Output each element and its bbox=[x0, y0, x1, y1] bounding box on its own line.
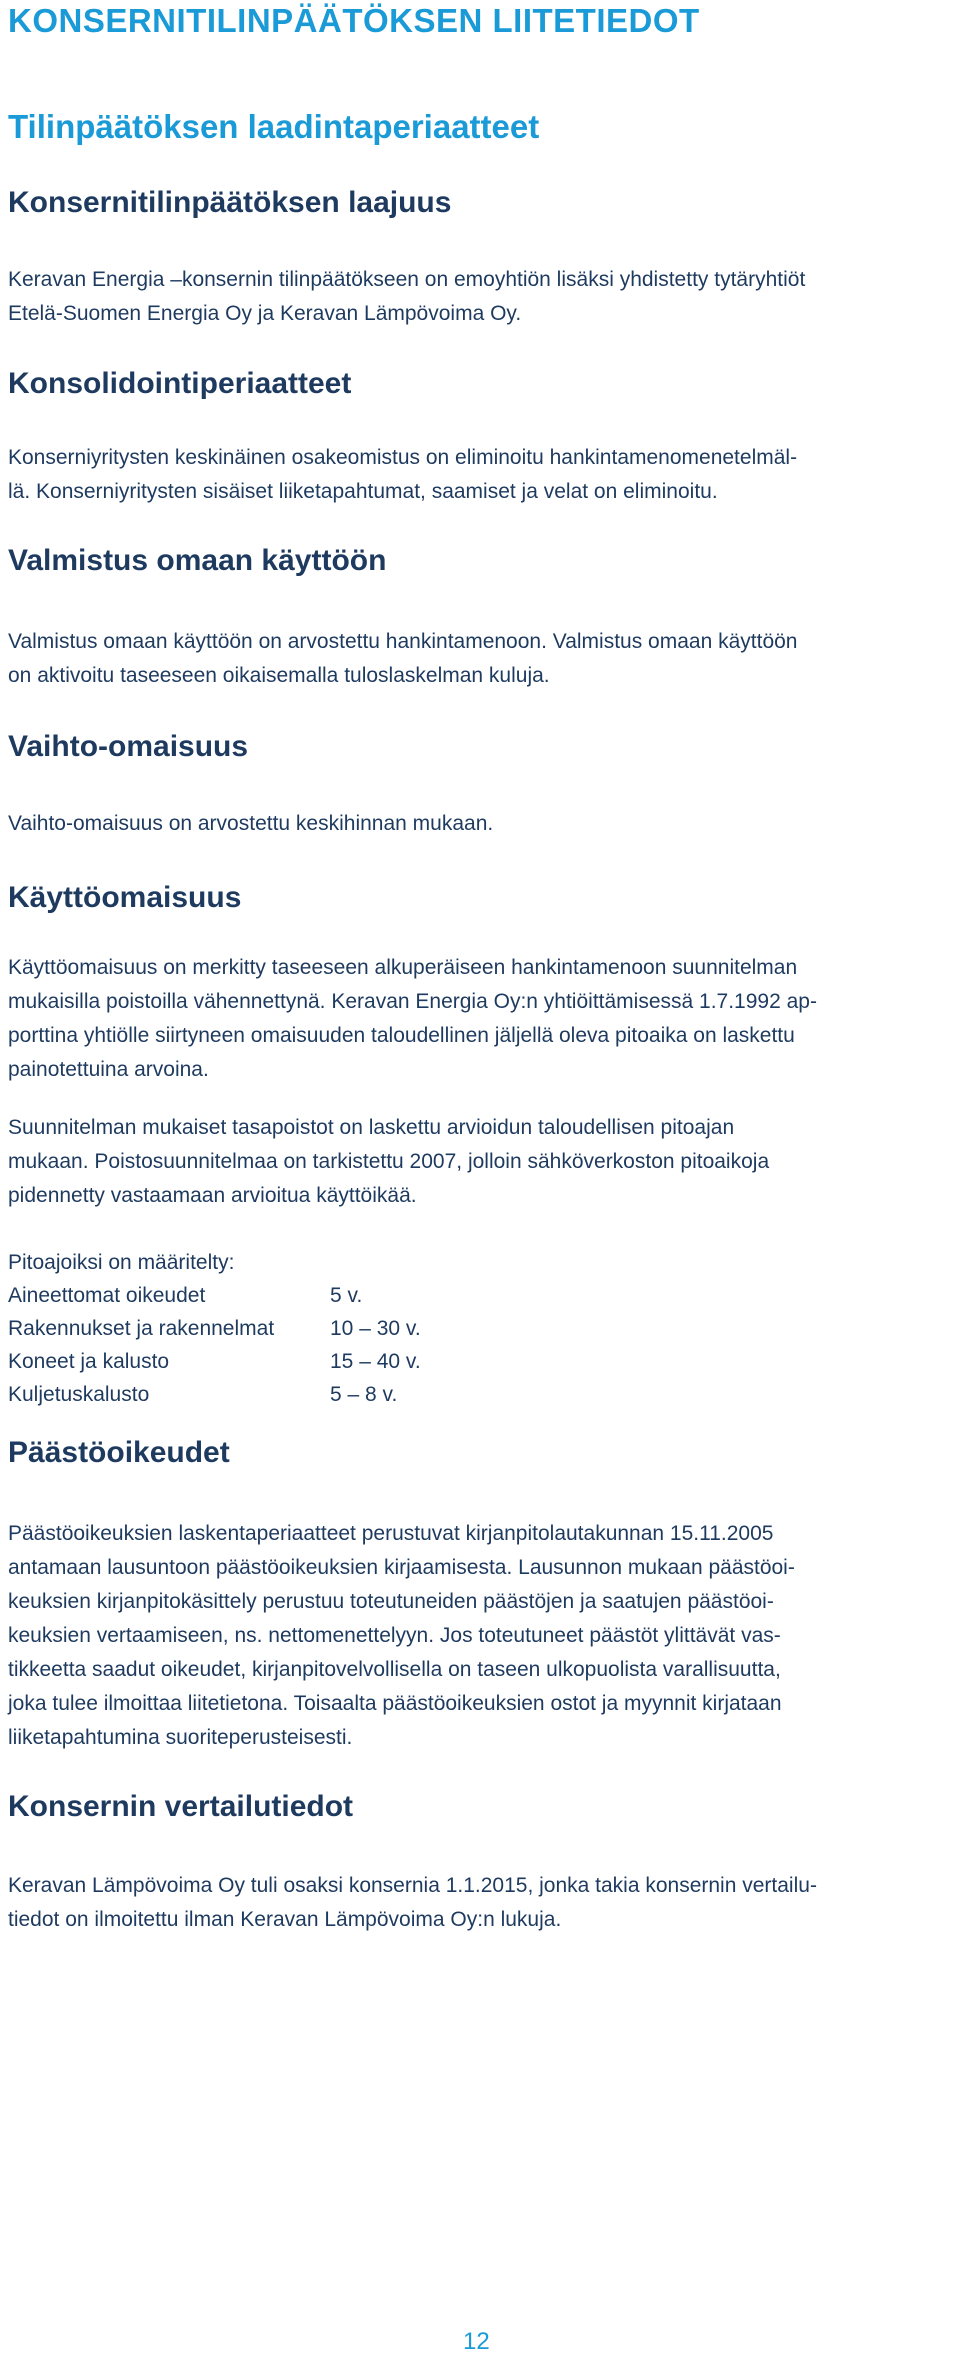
life-label: Rakennukset ja rakennelmat bbox=[8, 1317, 275, 1340]
page-number: 12 bbox=[463, 2328, 490, 2355]
life-value: 5 – 8 v. bbox=[330, 1383, 398, 1406]
table-row bbox=[8, 1345, 421, 1378]
table-row bbox=[8, 1378, 421, 1411]
document-title: KONSERNITILINPÄÄTÖKSEN LIITETIEDOT bbox=[8, 2, 700, 39]
text-line: Käyttöomaisuus on merkitty taseeseen alkuperäiseen hankintamenoon suunnitelman bbox=[8, 956, 798, 979]
section-text-konsolidointi bbox=[8, 441, 953, 509]
text-line: Suunnitelman mukaiset tasapoistot on laskettu arvioidun taloudellisen pitoajan bbox=[8, 1116, 735, 1139]
section-heading-vaihto-omaisuus: Vaihto-omaisuus bbox=[8, 730, 249, 763]
section-text-vaihto-omaisuus bbox=[8, 807, 953, 841]
text-line: Päästöoikeuksien laskentaperiaatteet perustuvat kirjanpitolautakunnan 15.11.2005 bbox=[8, 1522, 774, 1545]
life-label: Aineettomat oikeudet bbox=[8, 1284, 206, 1307]
text-line: mukaisilla poistoilla vähennettynä. Keravan Energia Oy:n yhtiöittämisessä 1.7.1992 ap- bbox=[8, 990, 817, 1013]
section-heading-laajuus: Konsernitilinpäätöksen laajuus bbox=[8, 186, 452, 219]
section-text-kayttoomaisuus-2 bbox=[8, 1111, 953, 1213]
section-heading-kayttoomaisuus: Käyttöomaisuus bbox=[8, 881, 242, 914]
text-line: painotettuina arvoina. bbox=[8, 1058, 209, 1081]
life-value: 10 – 30 v. bbox=[330, 1317, 421, 1340]
text-line: tikkeetta saadut oikeudet, kirjanpitovelvollisella on taseen ulkopuolista varallisuutta, bbox=[8, 1658, 781, 1681]
useful-life-table bbox=[8, 1279, 421, 1411]
text-line: porttina yhtiölle siirtyneen omaisuuden taloudellinen jäljellä oleva pitoaika on laskettu bbox=[8, 1024, 795, 1047]
text-line: liiketapahtumina suoriteperusteisesti. bbox=[8, 1726, 353, 1749]
text-line: lä. Konserniyritysten sisäiset liiketapahtumat, saamiset ja velat on eliminoitu. bbox=[8, 480, 718, 503]
text-line: Vaihto-omaisuus on arvostettu keskihinnan mukaan. bbox=[8, 812, 494, 835]
text-line: keuksien vertaamiseen, ns. nettomenettelyyn. Jos toteutuneet päästöt ylittävät vas- bbox=[8, 1624, 781, 1647]
text-line: Keravan Energia –konsernin tilinpäätökseen on emoyhtiön lisäksi yhdistetty tytäryhtiöt bbox=[8, 268, 806, 291]
text-line: Konserniyritysten keskinäinen osakeomistus on eliminoitu hankintamenomenetelmäl- bbox=[8, 446, 798, 469]
section-heading-paastooikeudet: Päästöoikeudet bbox=[8, 1436, 230, 1469]
life-value: 5 v. bbox=[330, 1284, 363, 1307]
life-value: 15 – 40 v. bbox=[330, 1350, 421, 1373]
section-text-vertailutiedot bbox=[8, 1869, 953, 1937]
life-label: Koneet ja kalusto bbox=[8, 1350, 170, 1373]
text-line: Keravan Lämpövoima Oy tuli osaksi konsernia 1.1.2015, jonka takia konsernin vertailu- bbox=[8, 1874, 817, 1897]
useful-life-intro: Pitoajoiksi on määritelty: bbox=[8, 1251, 235, 1274]
text-line: on aktivoitu taseeseen oikaisemalla tuloslaskelman kuluja. bbox=[8, 664, 550, 687]
text-line: antamaan lausuntoon päästöoikeuksien kirjaamisesta. Lausunnon mukaan päästöoi- bbox=[8, 1556, 795, 1579]
text-line: Etelä-Suomen Energia Oy ja Keravan Lämpövoima Oy. bbox=[8, 302, 522, 325]
document-subtitle: Tilinpäätöksen laadintaperiaatteet bbox=[8, 108, 540, 145]
table-row bbox=[8, 1312, 421, 1345]
text-line: tiedot on ilmoitettu ilman Keravan Lämpövoima Oy:n lukuja. bbox=[8, 1908, 562, 1931]
text-line: joka tulee ilmoittaa liitetietona. Toisaalta päästöoikeuksien ostot ja myynnit kirjataan bbox=[8, 1692, 782, 1715]
section-text-paastooikeudet bbox=[8, 1517, 953, 1755]
section-heading-konsolidointi: Konsolidointiperiaatteet bbox=[8, 367, 352, 400]
table-row bbox=[8, 1279, 421, 1312]
text-line: mukaan. Poistosuunnitelmaa on tarkistettu 2007, jolloin sähköverkoston pitoaikoja bbox=[8, 1150, 770, 1173]
section-heading-vertailutiedot: Konsernin vertailutiedot bbox=[8, 1790, 354, 1823]
text-line: keuksien kirjanpitokäsittely perustuu toteutuneiden päästöjen ja saatujen päästöoi- bbox=[8, 1590, 774, 1613]
section-heading-valmistus: Valmistus omaan käyttöön bbox=[8, 544, 387, 577]
section-text-laajuus bbox=[8, 263, 953, 331]
section-text-kayttoomaisuus-1 bbox=[8, 951, 953, 1087]
text-line: pidennetty vastaamaan arvioitua käyttöikää. bbox=[8, 1184, 417, 1207]
text-line: Valmistus omaan käyttöön on arvostettu hankintamenoon. Valmistus omaan käyttöön bbox=[8, 630, 798, 653]
section-text-valmistus bbox=[8, 625, 953, 693]
life-label: Kuljetuskalusto bbox=[8, 1383, 150, 1406]
